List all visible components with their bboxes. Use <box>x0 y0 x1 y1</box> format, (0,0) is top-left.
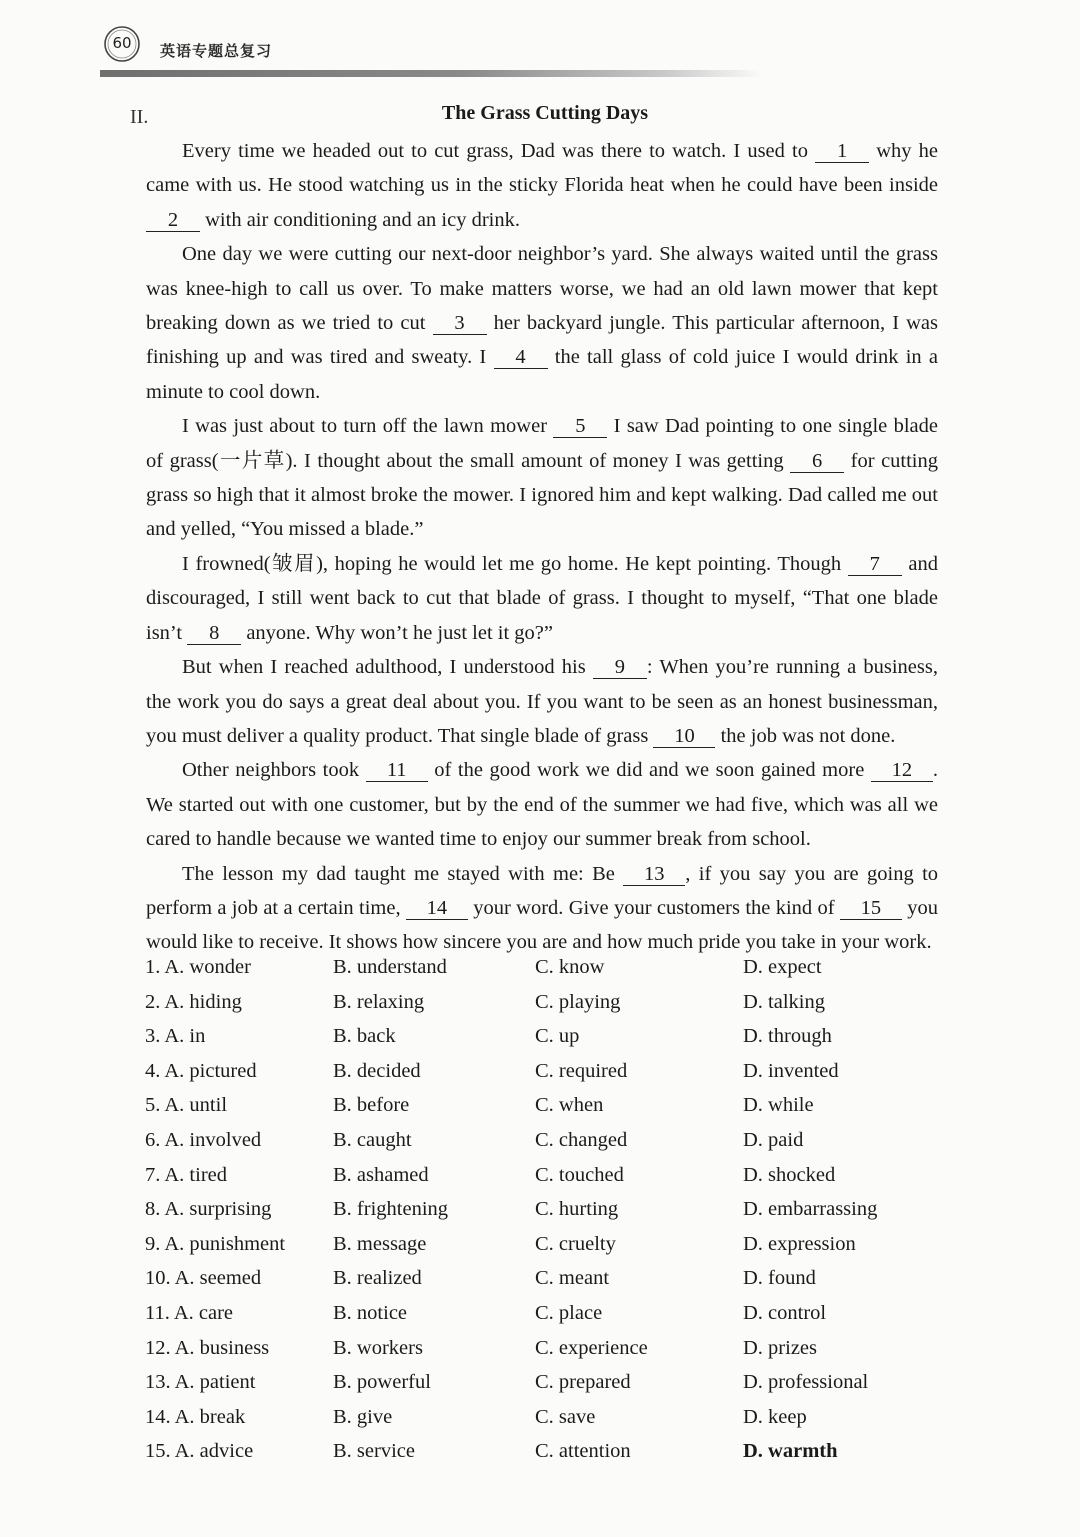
option-a: 7. A. tired <box>145 1163 227 1186</box>
option-d: D. expect <box>743 956 822 978</box>
blank-number: 14 <box>406 897 468 920</box>
passage-text: her backyard jungle. This particular afternoon, I was finishing up and was tired and sweaty. I <box>146 312 939 369</box>
option-row <box>145 1233 945 1268</box>
option-b: B. understand <box>333 956 447 978</box>
option-b: B. decided <box>333 1059 421 1082</box>
option-b: B. notice <box>333 1301 408 1324</box>
passage-text: I frowned(皱眉), hoping he would let me go home. He kept pointing. Though <box>182 552 848 575</box>
option-c: C. touched <box>535 1163 624 1186</box>
blank-number: 6 <box>790 450 844 473</box>
header-divider <box>100 70 762 77</box>
passage-text: I saw Dad pointing to one single blade of grass(一片草). I thought about the small amount of money I was getting <box>146 415 938 472</box>
page-number-badge <box>100 24 140 64</box>
option-c: C. know <box>535 956 605 978</box>
passage-paragraph <box>146 547 938 650</box>
option-c: C. cruelty <box>535 1232 616 1255</box>
option-d: D. invented <box>743 1059 839 1082</box>
article-title: The Grass Cutting Days <box>441 102 649 124</box>
option-c: C. required <box>535 1059 628 1082</box>
passage-text: and discouraged, I still went back to cut that blade of grass. I thought to myself, “That one blade isn’t <box>146 552 938 644</box>
option-a: 11. A. care <box>145 1301 234 1324</box>
passage-text: with air conditioning and an icy drink. <box>200 208 520 231</box>
passage-text: you would like to receive. It shows how sincere you are and how much pride you take in your work. <box>146 896 938 954</box>
blank-number: 1 <box>815 140 869 163</box>
section-number: II. <box>130 106 149 128</box>
option-row <box>145 1060 945 1095</box>
passage-paragraph <box>146 409 938 547</box>
option-c: C. hurting <box>535 1198 619 1221</box>
passage-text: why he came with us. He stood watching us in the sticky Florida heat when he could have been inside <box>146 140 938 197</box>
option-b: B. message <box>333 1232 427 1255</box>
option-c: C. place <box>535 1301 603 1324</box>
option-b: B. powerful <box>333 1371 431 1394</box>
option-c: C. up <box>535 1025 580 1048</box>
option-c: C. meant <box>535 1267 610 1290</box>
passage-paragraph <box>146 857 938 960</box>
option-a: 12. A. business <box>145 1336 270 1359</box>
passage-text: I was just about to turn off the lawn mower <box>182 415 554 438</box>
option-a: 6. A. involved <box>145 1128 262 1151</box>
option-a: 15. A. advice <box>145 1440 254 1463</box>
option-row <box>145 1440 945 1475</box>
passage-text: Every time we headed out to cut grass, Dad was there to watch. I used to <box>182 140 816 162</box>
option-a: 10. A. seemed <box>145 1267 262 1290</box>
option-row <box>145 1094 945 1129</box>
blank-number: 15 <box>840 897 902 920</box>
option-row <box>145 1129 945 1164</box>
option-d: D. professional <box>743 1371 869 1394</box>
option-b: B. give <box>333 1405 393 1428</box>
option-c: C. changed <box>535 1128 628 1151</box>
passage-text: One day we were cutting our next-door neighbor’s yard. She always waited until the grass was knee-high to call us over. To make matters worse, we had an old lawn mower that kept breaking down as we tried to cut <box>146 243 938 335</box>
option-c: C. when <box>535 1094 604 1117</box>
option-row <box>145 1025 945 1060</box>
option-b: B. service <box>333 1440 415 1463</box>
option-row <box>145 956 945 991</box>
option-c: C. experience <box>535 1336 648 1359</box>
blank-number: 9 <box>593 656 647 679</box>
blank-number: 12 <box>871 759 933 782</box>
passage-text: anyone. Why won’t he just let it go?” <box>241 621 554 644</box>
blank-number: 3 <box>433 312 487 335</box>
option-row <box>145 1198 945 1233</box>
option-a: 8. A. surprising <box>145 1198 272 1221</box>
option-row <box>145 1406 945 1441</box>
blank-number: 10 <box>653 725 715 748</box>
option-b: B. workers <box>333 1336 423 1359</box>
option-c: C. attention <box>535 1440 631 1463</box>
blank-number: 2 <box>146 209 200 232</box>
passage-paragraph <box>146 753 938 856</box>
option-d: D. found <box>743 1267 816 1290</box>
passage-text: The lesson my dad taught me stayed with me: Be <box>182 862 624 885</box>
passage-text: : When you’re running a business, the work you do says a great deal about you. If you want to be seen as an honest businessman, you must deliver a quality product. That single blade of grass <box>146 656 938 747</box>
option-b: B. before <box>333 1094 410 1117</box>
option-d: D. keep <box>743 1405 807 1428</box>
blank-number: 13 <box>623 863 685 886</box>
option-row <box>145 991 945 1026</box>
option-d: D. while <box>743 1094 814 1117</box>
passage <box>146 134 938 960</box>
option-c: C. save <box>535 1405 596 1428</box>
option-row <box>145 1302 945 1337</box>
passage-text: of the good work we did and we soon gained more <box>427 759 871 782</box>
option-a: 13. A. patient <box>145 1371 256 1394</box>
option-c: C. playing <box>535 990 621 1013</box>
option-d: D. through <box>743 1025 832 1048</box>
option-row <box>145 1164 945 1199</box>
option-a: 5. A. until <box>145 1094 228 1117</box>
option-c: C. prepared <box>535 1371 631 1394</box>
passage-paragraph <box>146 237 938 409</box>
option-a: 4. A. pictured <box>145 1059 257 1082</box>
option-b: B. back <box>333 1025 396 1048</box>
options-list <box>145 956 945 1475</box>
page-number: 60 <box>112 34 132 52</box>
option-row <box>145 1267 945 1302</box>
passage-text: for cutting grass so high that it almost broke the mower. I ignored him and kept walking. Dad called me out and yelled, “You missed a blade.” <box>146 449 938 541</box>
option-a: 2. A. hiding <box>145 990 242 1013</box>
passage-paragraph <box>146 134 938 237</box>
option-a: 1. A. wonder <box>145 956 251 978</box>
option-d: D. paid <box>743 1128 804 1151</box>
option-row <box>145 1371 945 1406</box>
option-a: 3. A. in <box>145 1025 206 1048</box>
option-d: D. warmth <box>743 1440 838 1463</box>
option-a: 9. A. punishment <box>145 1232 286 1255</box>
passage-paragraph <box>146 650 938 753</box>
option-d: D. expression <box>743 1232 856 1255</box>
option-b: B. frightening <box>333 1198 449 1221</box>
option-a: 14. A. break <box>145 1405 246 1428</box>
option-d: D. control <box>743 1301 827 1324</box>
option-b: B. ashamed <box>333 1163 429 1186</box>
passage-text: the job was not done. <box>715 724 896 747</box>
option-d: D. talking <box>743 990 825 1013</box>
blank-number: 4 <box>494 346 548 369</box>
option-b: B. caught <box>333 1128 412 1151</box>
option-row <box>145 1337 945 1372</box>
passage-text: Other neighbors took <box>182 759 366 782</box>
option-d: D. embarrassing <box>743 1198 878 1221</box>
option-b: B. realized <box>333 1267 422 1290</box>
blank-number: 11 <box>366 759 428 782</box>
passage-text: , if you say you are going to perform a job at a certain time, <box>146 862 939 919</box>
passage-text: the tall glass of cold juice I would drink in a minute to cool down. <box>146 346 938 403</box>
blank-number: 7 <box>848 553 902 576</box>
option-d: D. shocked <box>743 1163 836 1186</box>
passage-text: But when I reached adulthood, I understood his <box>182 656 593 679</box>
book-title: 英语专题总复习 <box>160 42 273 60</box>
blank-number: 5 <box>553 415 607 438</box>
option-d: D. prizes <box>743 1336 818 1359</box>
option-b: B. relaxing <box>333 990 425 1013</box>
blank-number: 8 <box>187 622 241 645</box>
passage-text: your word. Give your customers the kind of <box>467 896 840 919</box>
passage-text: . We started out with one customer, but by the end of the summer we had five, which was all we cared to handle because we wanted time to enjoy our summer break from school. <box>146 759 938 851</box>
